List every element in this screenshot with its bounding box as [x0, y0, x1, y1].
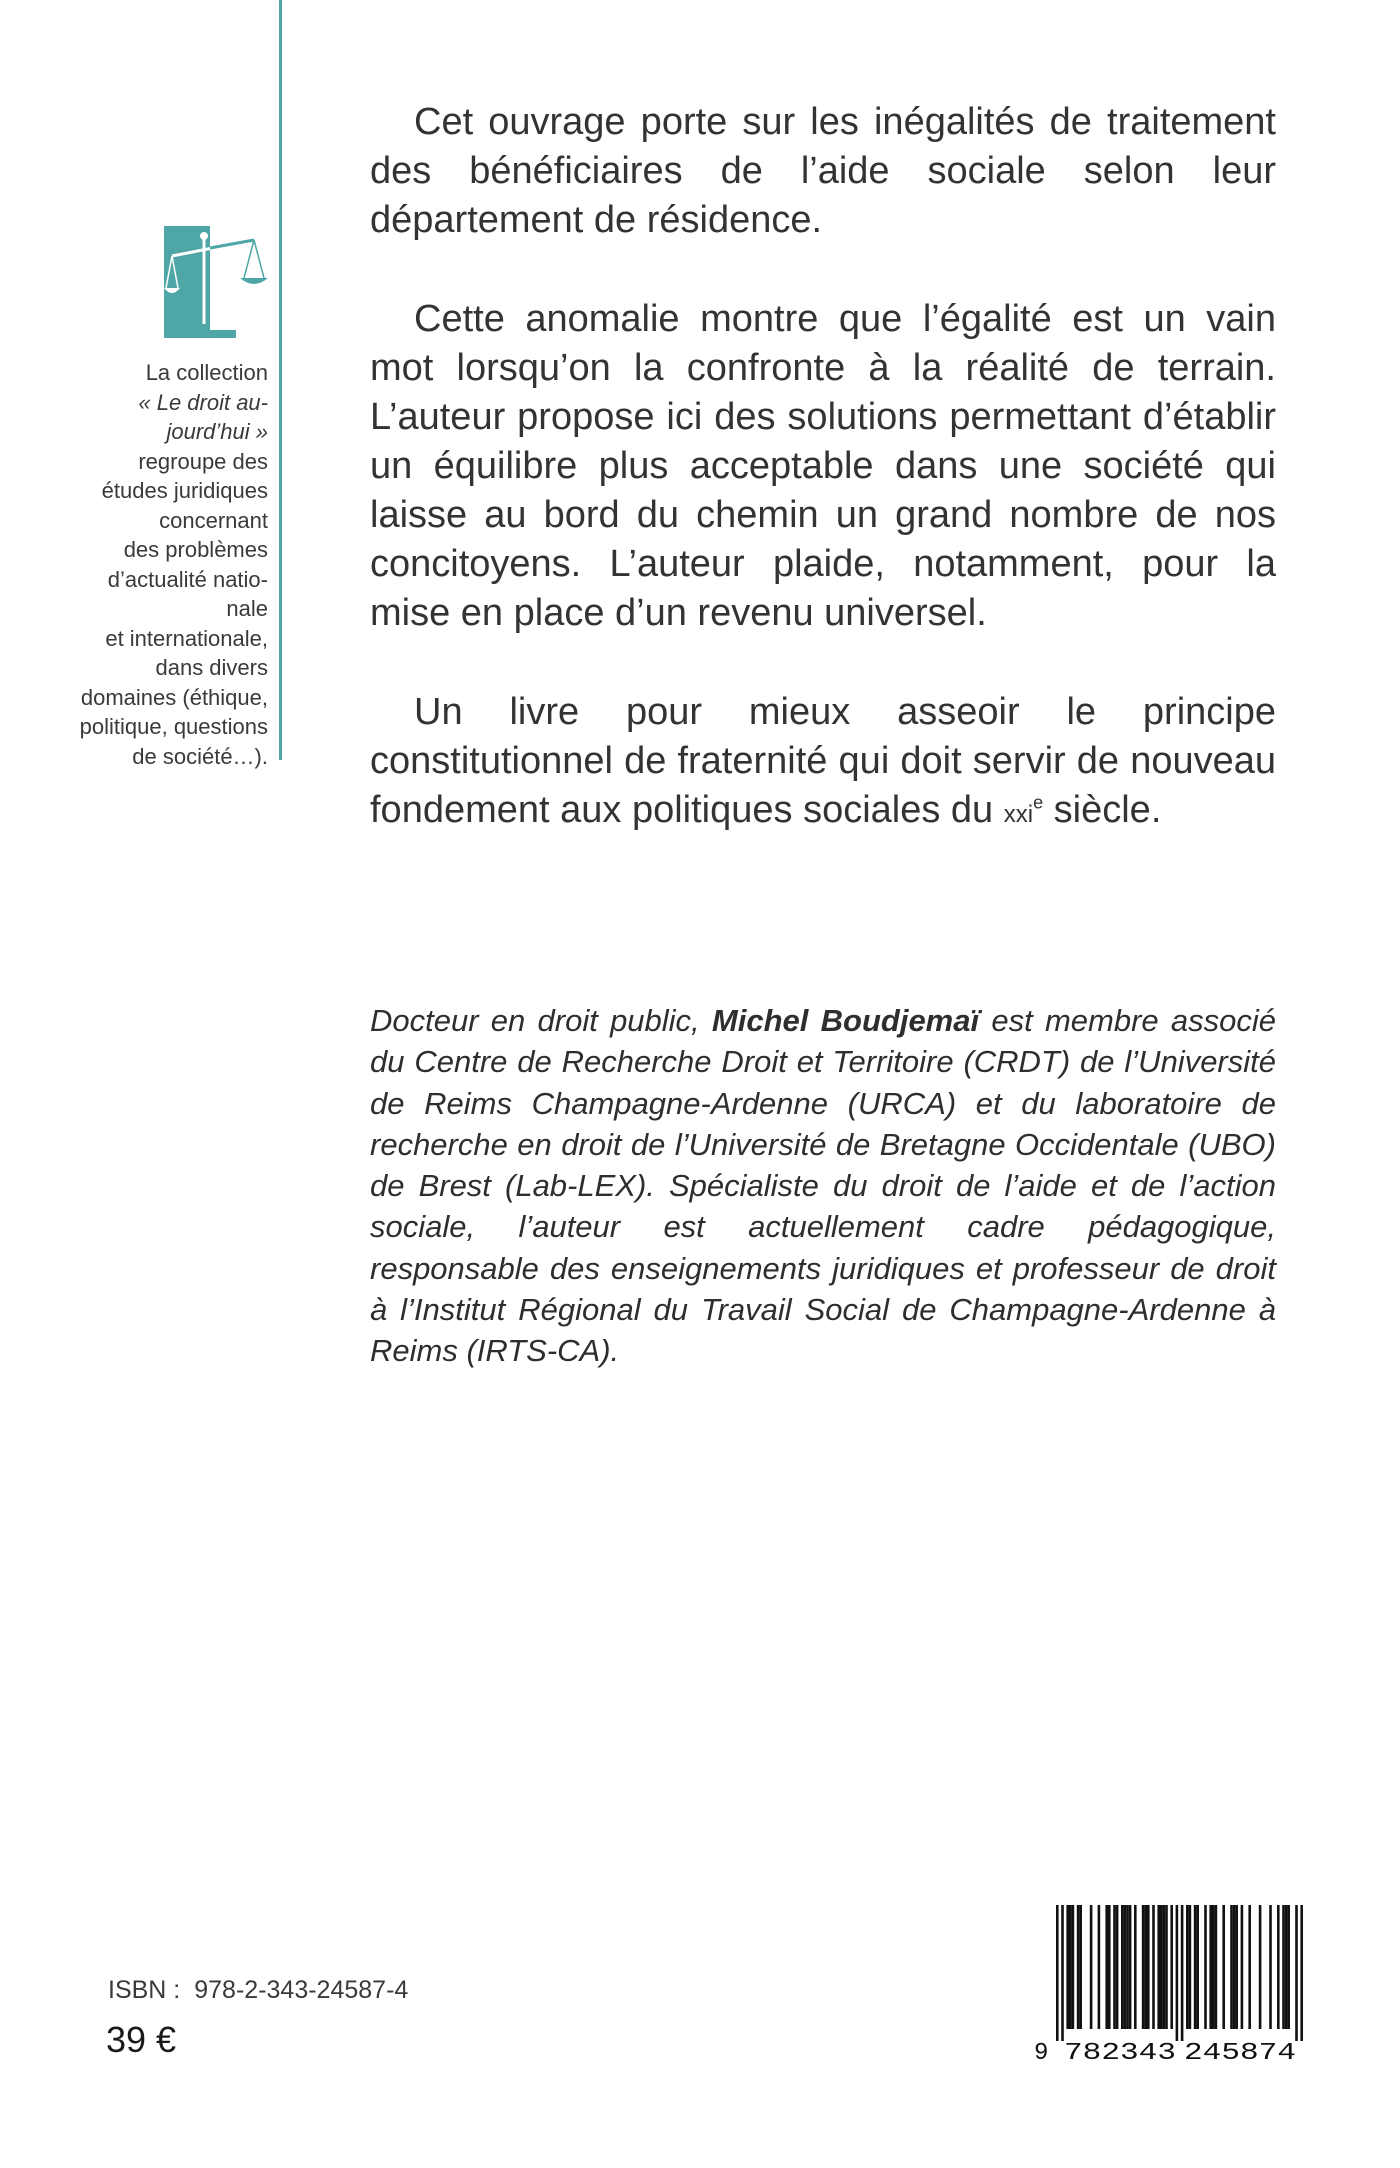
book-summary [370, 98, 1276, 839]
barcode-bar [1269, 1905, 1272, 2029]
summary-p3-text: Un livre pour mieux asseoir le principe constitutionnel de fraternité qui doit servir de nouveau fondement aux politiques sociales du [370, 691, 1276, 831]
barcode-bar [1116, 1905, 1119, 2029]
barcode-bar [1157, 1905, 1160, 2029]
barcode-bar [1077, 1905, 1080, 2029]
barcode-bar [1113, 1905, 1116, 2029]
barcode-digits-left: 782343 [1064, 2040, 1176, 2063]
barcode-bar [1163, 1905, 1166, 2029]
barcode-bar [1248, 1905, 1251, 2029]
collection-line: La collection [145, 360, 268, 385]
barcode-bar [1129, 1905, 1132, 2029]
bio-prefix: Docteur en droit public, [370, 1003, 712, 1038]
collection-line: « Le droit au- [138, 389, 268, 415]
barcode-bar [1222, 1905, 1225, 2029]
barcode-bar [1186, 1905, 1189, 2029]
barcode [1030, 1905, 1310, 2063]
barcode-bar [1230, 1905, 1233, 2029]
barcode-bar [1134, 1905, 1137, 2029]
barcode-bar [1189, 1905, 1192, 2029]
barcode-bar [1215, 1905, 1218, 2029]
barcode-bar [1108, 1905, 1111, 2029]
bio-text: est membre associé du Centre de Recherche Droit et Territoire (CRDT) de l’Université de Reims Champagne-Ardenne (URCA) et du laboratoire de recherche en droit de l’Université de Bretagne Occidentale (UBO) de Brest (Lab-LEX). Spécialiste du droit de l’aide et de l’action sociale, l’auteur est actuellement cadre pédagogique, responsable des enseignements juridiques et professeur de droit à l’Institut Régional du Travail Social de Champagne-Ardenne à Reims (IRTS-CA). [370, 1003, 1276, 1369]
barcode-bar [1124, 1905, 1127, 2029]
barcode-bar [1235, 1905, 1238, 2029]
margin-rule [279, 0, 282, 760]
collection-line: dans divers [155, 655, 268, 680]
collection-line: de société…). [132, 743, 268, 769]
barcode-bar [1233, 1905, 1236, 2029]
barcode-bar [1170, 1905, 1173, 2029]
collection-line: nale [226, 596, 268, 621]
author-name: Michel Boudjemaï [711, 1003, 980, 1038]
barcode-bar [1072, 1905, 1075, 2029]
collection-line: concernant [159, 507, 268, 533]
barcode-bar [1300, 1905, 1303, 2041]
collection-line: et internationale, [105, 625, 268, 651]
collection-description [50, 358, 268, 771]
barcode-bar [1142, 1905, 1145, 2029]
collection-line: des problèmes [123, 537, 268, 562]
century-numeral: xxi [1003, 801, 1034, 828]
barcode-bar [1204, 1905, 1207, 2029]
scales-of-justice-icon [164, 226, 272, 338]
collection-line: domaines (éthique, [80, 684, 268, 710]
barcode-bar [1098, 1905, 1101, 2029]
barcode-bar [1079, 1905, 1082, 2029]
barcode-bar [1144, 1905, 1147, 2029]
barcode-bar [1277, 1905, 1280, 2029]
author-bio [370, 1000, 1276, 1372]
barcode-bar [1241, 1905, 1244, 2029]
barcode-bar [1121, 1905, 1124, 2029]
barcode-bar [1287, 1905, 1290, 2029]
barcode-bar [1105, 1905, 1108, 2029]
barcode-bar [1069, 1905, 1072, 2029]
barcode-bar [1066, 1905, 1069, 2029]
barcode-digit-first: 9 [1034, 2040, 1049, 2063]
barcode-bar [1056, 1905, 1059, 2041]
barcode-bar [1282, 1905, 1285, 2029]
century-superscript: e [1033, 792, 1044, 813]
summary-paragraph-3 [370, 688, 1276, 839]
barcode-bar [1061, 1905, 1064, 2041]
barcode-bar [1152, 1905, 1155, 2029]
barcode-bar [1259, 1905, 1262, 2029]
summary-paragraph-1: Cet ouvrage porte sur les inégalités de traitement des bénéficiaires de l’aide sociale selon leur département de résidence. [370, 101, 1276, 241]
collection-line: politique, questions [79, 714, 268, 739]
collection-line: d’actualité natio- [107, 566, 268, 592]
price: 39 € [106, 2019, 177, 2060]
collection-line: regroupe des [138, 448, 268, 474]
isbn [108, 1976, 408, 2005]
barcode-bar [1209, 1905, 1212, 2029]
barcode-bar [1147, 1905, 1150, 2029]
barcode-bar [1126, 1905, 1129, 2029]
isbn-label: ISBN : [108, 1976, 181, 2004]
barcode-bar [1295, 1905, 1298, 2041]
collection-line: études juridiques [101, 478, 268, 503]
barcode-bar [1285, 1905, 1288, 2029]
barcode-bar [1196, 1905, 1199, 2029]
barcode-bar [1194, 1905, 1197, 2029]
barcode-bar [1160, 1905, 1163, 2029]
summary-paragraph-2: Cette anomalie montre que l’égalité est un vain mot lorsqu’on la confronte à la réalité de terrain. L’auteur propose ici des solutions permettant d’établir un équilibre plus acceptable dans une société qui laisse au bord du chemin un grand nombre de nos concitoyens. L’auteur plaide, notamment, pour la mise en place d’un revenu universel. [370, 298, 1276, 634]
isbn-value: 978-2-343-24587-4 [194, 1976, 409, 2004]
barcode-bar [1165, 1905, 1168, 2029]
barcode-bar [1090, 1905, 1093, 2029]
barcode-bar [1212, 1905, 1215, 2029]
barcode-bar [1181, 1905, 1184, 2041]
summary-p3-end: siècle. [1043, 789, 1162, 831]
barcode-digits-right: 245874 [1184, 2040, 1296, 2063]
barcode-bar [1176, 1905, 1179, 2041]
collection-line: jourd’hui » [166, 419, 268, 444]
